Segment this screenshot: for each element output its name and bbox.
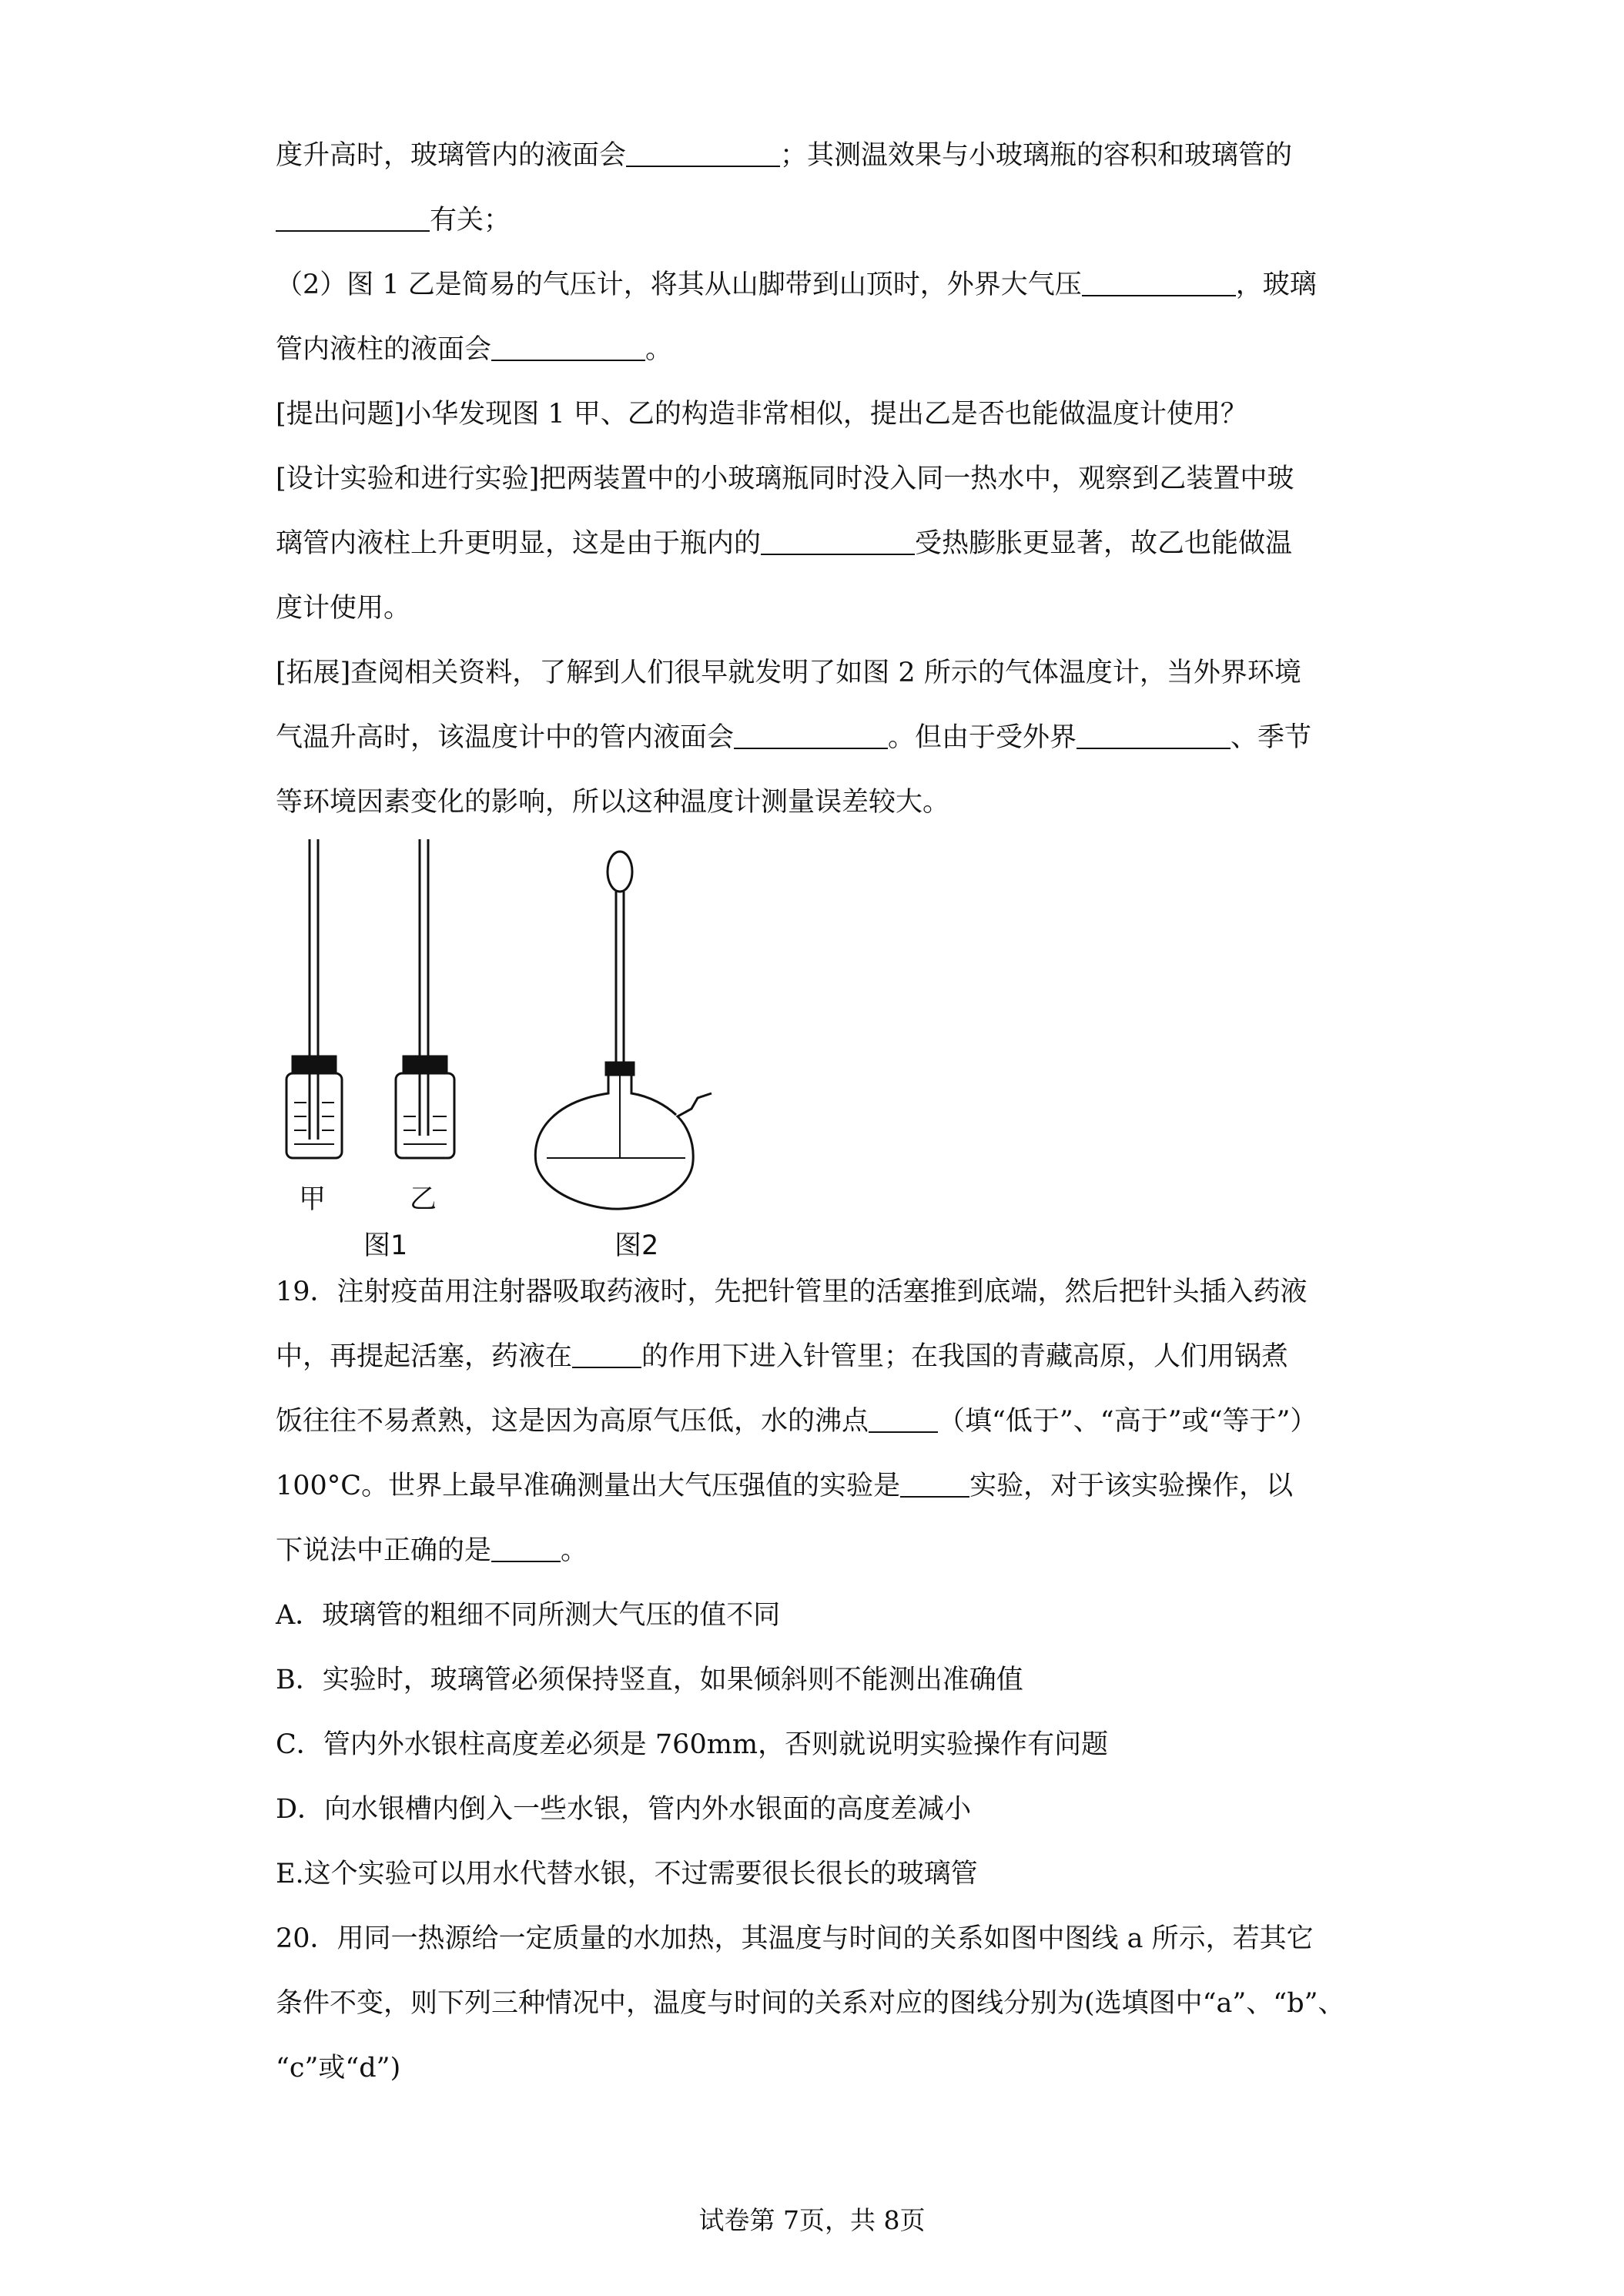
text-line: 璃管内液柱上升更明显，这是由于瓶内的 受热膨胀更显著，故乙也能做温 [276,528,1293,559]
page-footer: 试卷第 7页，共 8页 [698,2205,926,2235]
label-yi: 乙 [410,1184,437,1215]
answer-blank[interactable] [900,1470,969,1498]
text-line: [提出问题]小华发现图 1 甲、乙的构造非常相似，提出乙是否也能做温度计使用？ [276,399,1247,430]
question-20-line: 20．用同一热源给一定质量的水加热，其温度与时间的关系如图中图线 a 所示，若其它 [276,1923,1314,1954]
answer-blank[interactable] [734,721,888,749]
answer-blank[interactable] [276,204,430,232]
answer-blank[interactable] [1077,721,1231,749]
answer-blank[interactable] [491,1535,561,1562]
question-19-line: 中，再提起活塞，药液在 的作用下进入针管里；在我国的青藏高原，人们用锅煮 [276,1341,1289,1372]
bottle-yi [396,839,454,1158]
text-line: 有关； [276,202,511,239]
caption-figure-1: 图1 [363,1230,408,1261]
question-19-line: 19．注射疫苗用注射器吸取药液时，先把针管里的活塞推到底端，然后把针头插入药液 [276,1277,1308,1307]
bottle-jia [286,839,342,1158]
option-a: A．玻璃管的粗细不同所测大气压的值不同 [276,1600,781,1631]
option-d: D．向水银槽内倒入一些水银，管内外水银面的高度差减小 [276,1794,972,1825]
answer-blank[interactable] [761,527,915,555]
text-line: [设计实验和进行实验]把两装置中的小玻璃瓶同时没入同一热水中，观察到乙装置中玻 [276,464,1294,494]
answer-blank[interactable] [572,1340,641,1368]
question-19-line: 下说法中正确的是 。 [276,1535,588,1566]
text-line: 度升高时，玻璃管内的液面会 ；其测温效果与小玻璃瓶的容积和玻璃管的 [276,140,1293,171]
text-line: 度计使用。 [276,593,411,624]
question-20-line: “c”或“d”) [276,2053,401,2083]
answer-blank[interactable] [1082,269,1236,296]
figure-area [270,839,747,1270]
question-20-line: 条件不变，则下列三种情况中，温度与时间的关系对应的图线分别为(选填图中“a”、“b”、 [276,1988,1345,2019]
option-e: E.这个实验可以用水代替水银，不过需要很长很长的玻璃管 [276,1859,978,1889]
answer-blank[interactable] [491,333,645,361]
text-line: 等环境因素变化的影响，所以这种温度计测量误差较大。 [276,787,950,818]
apparatus-diagram [270,839,747,1270]
caption-figure-2: 图2 [614,1230,659,1261]
text-line: 气温升高时，该温度计中的管内液面会 。但由于受外界 、季节 [276,722,1312,753]
text-line: [拓展]查阅相关资料，了解到人们很早就发明了如图 2 所示的气体温度计，当外界环境 [276,658,1301,688]
answer-blank[interactable] [626,139,780,167]
gas-thermometer [535,852,712,1209]
option-b: B．实验时，玻璃管必须保持竖直，如果倾斜则不能测出准确值 [276,1665,1023,1695]
question-19-line: 饭往往不易煮熟，这是因为高原气压低，水的沸点 （填“低于”、“高于”或“等于”） [276,1406,1318,1437]
text-line: （2）图 1 乙是简易的气压计，将其从山脚带到山顶时，外界大气压 ，玻璃 [276,269,1317,300]
question-19-line: 100°C。世界上最早准确测量出大气压强值的实验是 实验，对于该实验操作，以 [276,1471,1294,1501]
answer-blank[interactable] [869,1405,938,1433]
text-line: 管内液柱的液面会 。 [276,334,673,365]
option-c: C．管内外水银柱高度差必须是 760mm，否则就说明实验操作有问题 [276,1729,1109,1760]
label-jia: 甲 [299,1184,326,1215]
